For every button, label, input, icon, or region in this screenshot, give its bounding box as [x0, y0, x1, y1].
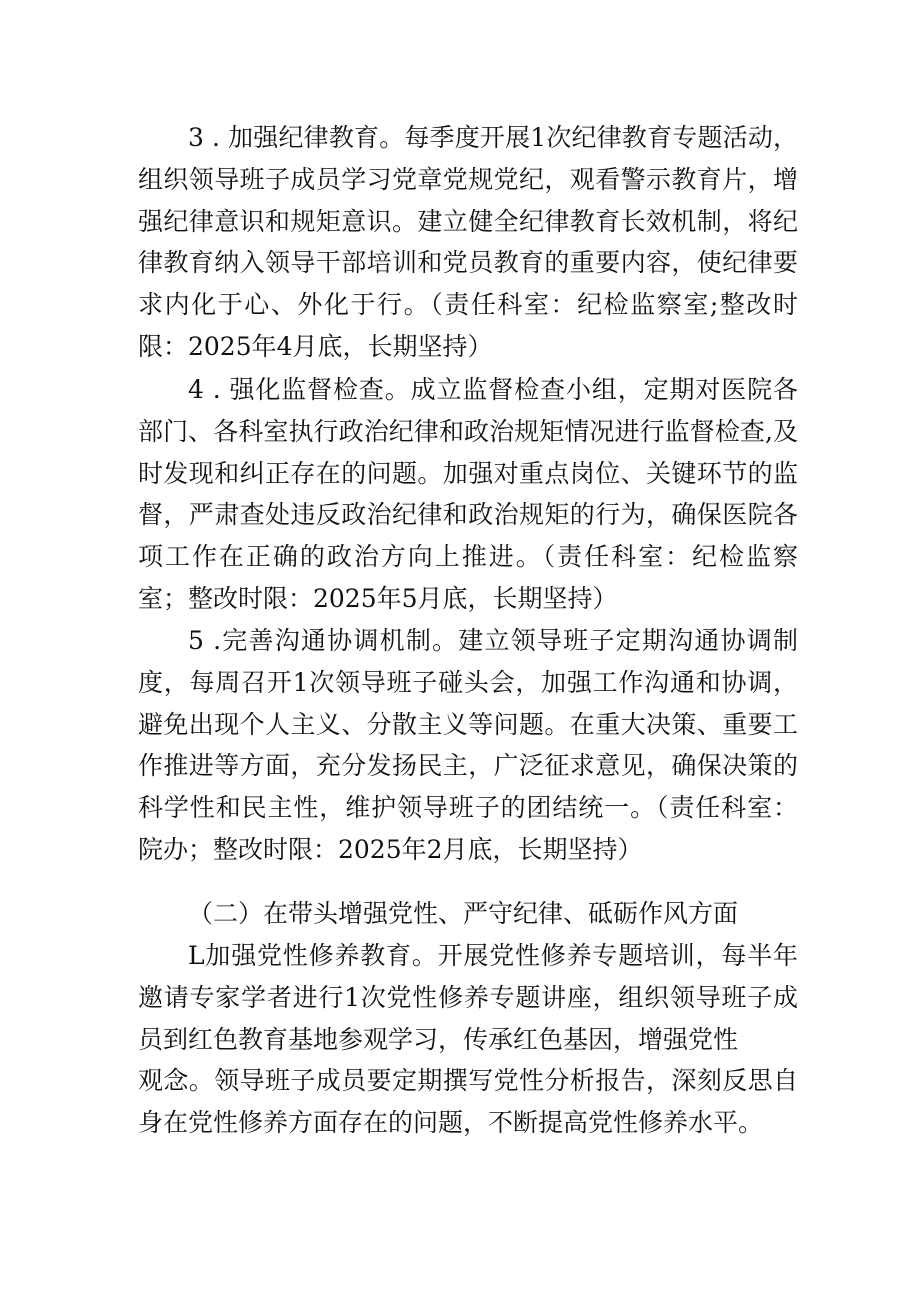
paragraph-item-1-first: L加强党性修养教育。开展党性修养专题培训，每半年邀请专家学者进行1次党性修养专题讲座，组织领导班子成员到红色教育基地参观学习，传承红色基因，增强党性 [138, 941, 798, 1054]
paragraph-item-3: 3 . 加强纪律教育。每季度开展1次纪律教育专题活动，组织领导班子成员学习党章党规党纪，观看警示教育片，增强纪律意识和规矩意识。建立健全纪律教育长效机制，将纪律教育纳入领导干部培训和党员教育的重要内容，使纪律要求内化于心、外化于行。（责任科室：纪检监察室;整改时限：2025年4月底，长期坚持） [138, 123, 798, 361]
paragraph-item-1 [138, 935, 798, 1144]
section-heading: （二）在带头增强党性、严守纪律、砥砺作风方面 [188, 899, 739, 928]
paragraph-item-5: 5 .完善沟通协调机制。建立领导班子定期沟通协调制度，每周召开1次领导班子碰头会，加强工作沟通和协调，避免出现个人主义、分散主义等问题。在重大决策、重要工作推进等方面，充分发扬民主，广泛征求意见，确保决策的科学性和民主性，维护领导班子的团结统一。（责任科室：院办；整改时限：2025年2月底，长期坚持） [138, 626, 798, 864]
paragraph-item-1-rest: 观念。领导班子成员要定期撰写党性分析报告，深刻反思自身在党性修养方面存在的问题，不断提高党性修养水平。 [138, 1066, 798, 1138]
paragraph-item-4: 4 . 强化监督检查。成立监督检查小组，定期对医院各部门、各科室执行政治纪律和政治规矩情况进行监督检查,及时发现和纠正存在的问题。加强对重点岗位、关键环节的监督，严肃查处违反政治纪律和政治规矩的行为，确保医院各项工作在正确的政治方向上推进。（责任科室：纪检监察室；整改时限：2025年5月底，长期坚持） [138, 375, 798, 613]
